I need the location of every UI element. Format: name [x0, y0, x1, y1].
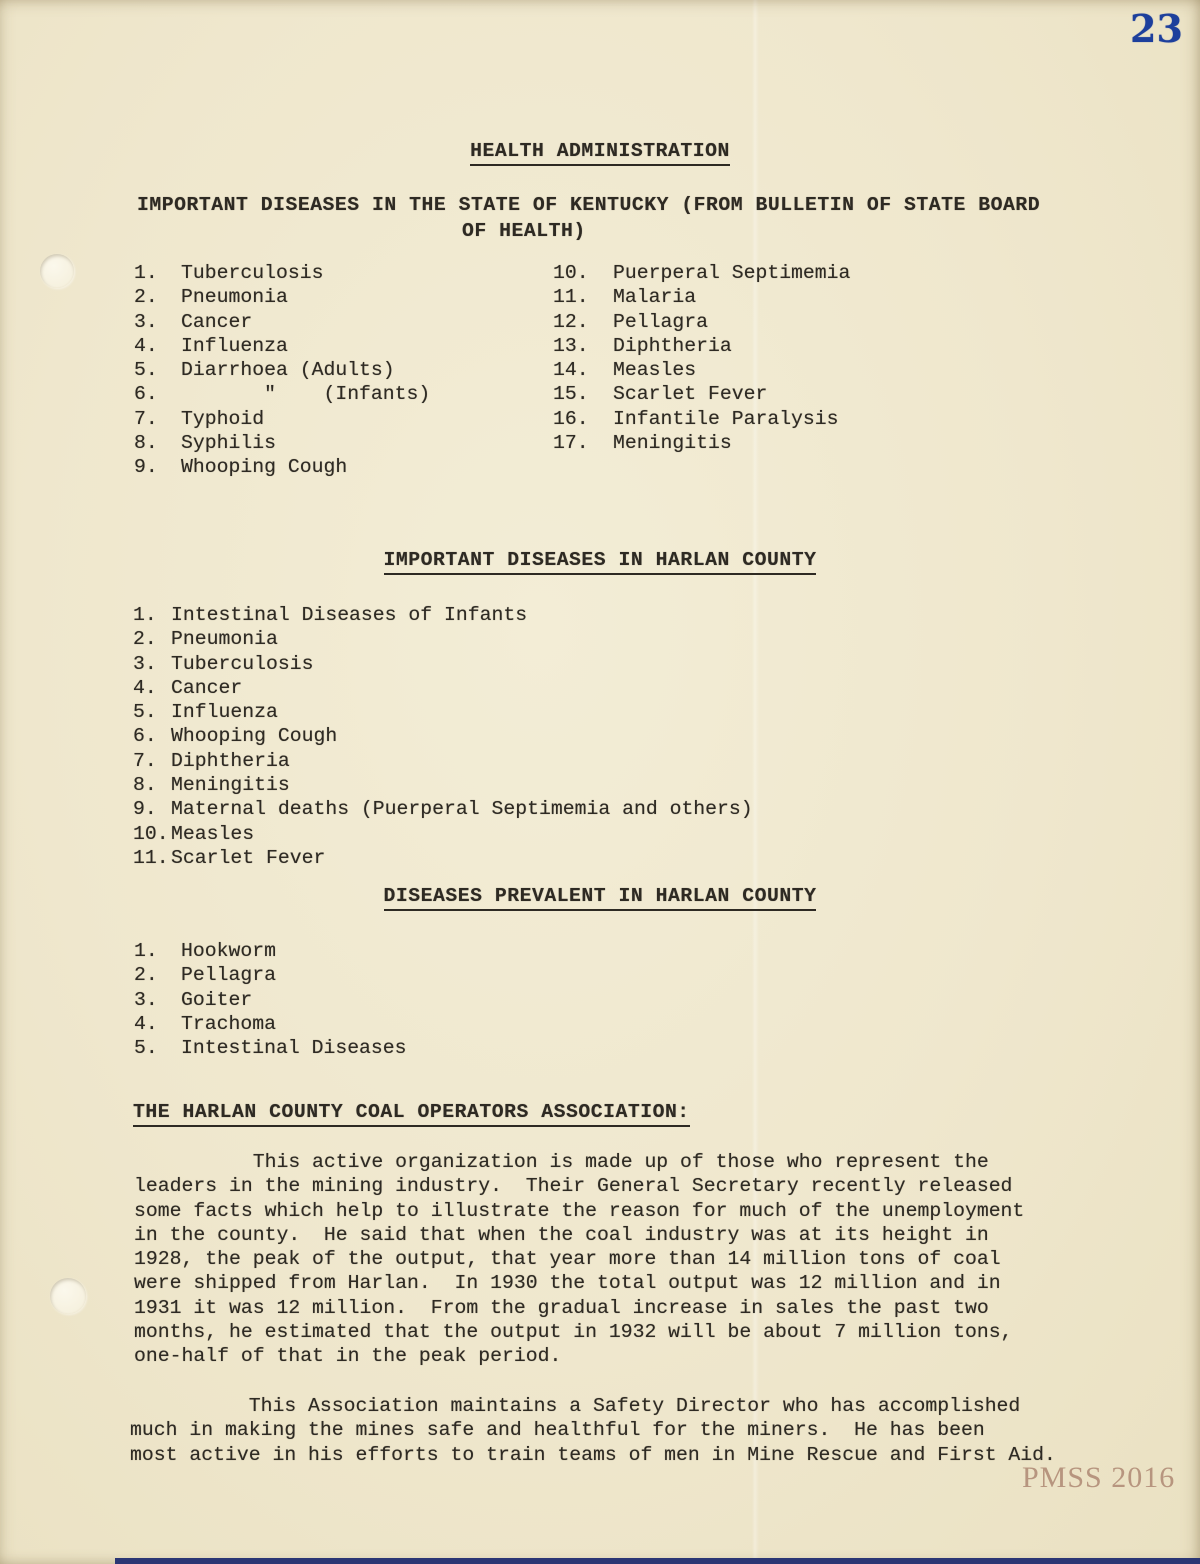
list-item	[134, 358, 430, 382]
list-item-label: Influenza	[171, 701, 278, 724]
list-item-label: Whooping Cough	[171, 725, 338, 748]
list-item	[133, 773, 753, 797]
list-item	[134, 455, 430, 479]
list-item-label: Pellagra	[613, 310, 708, 333]
list-item-number: 10.	[133, 822, 169, 845]
list-item-label: Puerperal Septimemia	[613, 262, 851, 284]
paragraph-line: most active in his efforts to train teams of men in Mine Rescue and First Aid.	[130, 1443, 1056, 1466]
list-item	[134, 334, 430, 358]
coal-association-heading-row	[133, 1100, 690, 1127]
list-item-number: 11.	[553, 286, 589, 309]
list-item-label: Tuberculosis	[171, 652, 314, 675]
list-item-number: 4.	[134, 1012, 158, 1035]
list-item-number: 13.	[553, 334, 589, 357]
state-diseases-list-right	[553, 261, 850, 455]
list-item	[134, 1012, 407, 1036]
list-item-label: Whooping Cough	[181, 456, 348, 479]
list-item-number: 10.	[553, 262, 589, 284]
state-diseases-list-left	[134, 261, 430, 480]
list-item-label: Diphtheria	[613, 334, 732, 357]
list-item-label: Intestinal Diseases	[181, 1037, 407, 1060]
list-item-number: 4.	[134, 334, 158, 357]
list-item-number: 6.	[134, 383, 158, 406]
paragraph-line: This active organization is made up of those who represent the	[134, 1151, 989, 1173]
list-item	[134, 261, 430, 285]
harlan-prevalent-list	[134, 939, 407, 1060]
list-item-label: Pellagra	[181, 964, 276, 987]
list-item-label: Diarrhoea (Adults)	[181, 359, 395, 382]
list-item	[553, 261, 850, 285]
list-item-number: 7.	[133, 749, 157, 772]
list-item-label: Pneumonia	[181, 286, 288, 309]
list-item	[134, 1036, 407, 1060]
list-item	[133, 676, 753, 700]
list-item-number: 5.	[134, 359, 158, 382]
list-item-number: 2.	[133, 628, 157, 651]
list-item	[133, 822, 753, 846]
list-item-number: 3.	[134, 988, 158, 1011]
hole-punch-bottom	[50, 1278, 86, 1314]
hole-punch-top	[40, 254, 74, 288]
list-item-label: Pneumonia	[171, 628, 278, 651]
paragraph-line: months, he estimated that the output in 1932 will be about 7 million tons,	[134, 1321, 1013, 1344]
paragraph-line: 1931 it was 12 million. From the gradual increase in sales the past two	[134, 1296, 989, 1319]
list-item-label: Measles	[171, 822, 255, 845]
list-item-label: Scarlet Fever	[613, 383, 768, 406]
page-number: 23	[1130, 6, 1183, 51]
paragraph-line: some facts which help to illustrate the reason for much of the unemployment	[134, 1199, 1025, 1222]
coal-association-paragraph-1	[134, 1150, 1024, 1369]
list-item	[553, 407, 850, 431]
list-item	[134, 407, 430, 431]
list-item	[553, 358, 850, 382]
list-item-number: 2.	[134, 964, 158, 987]
list-item-number: 17.	[553, 432, 589, 455]
list-item-label: " (Infants)	[181, 383, 431, 406]
list-item	[134, 382, 430, 406]
list-item	[133, 797, 753, 821]
list-item-label: Diphtheria	[171, 749, 290, 772]
list-item-number: 2.	[134, 286, 158, 309]
list-item	[553, 285, 850, 309]
subtitle-line-2: OF HEALTH)	[462, 220, 586, 242]
scan-edge-bar	[115, 1558, 1200, 1564]
list-item	[133, 603, 753, 627]
list-item-number: 1.	[134, 940, 158, 962]
list-item-number: 11.	[133, 846, 169, 869]
list-item-label: Meningitis	[171, 774, 290, 797]
list-item	[134, 939, 407, 963]
list-item	[133, 652, 753, 676]
list-item	[134, 431, 430, 455]
list-item	[133, 627, 753, 651]
list-item-number: 4.	[133, 676, 157, 699]
list-item-number: 12.	[553, 310, 589, 333]
list-item-label: Influenza	[181, 334, 288, 357]
coal-association-heading: THE HARLAN COUNTY COAL OPERATORS ASSOCIATION:	[133, 1100, 690, 1127]
list-item-number: 1.	[134, 262, 158, 284]
list-item-label: Trachoma	[181, 1012, 276, 1035]
list-item	[134, 310, 430, 334]
subtitle-line-1: IMPORTANT DISEASES IN THE STATE OF KENTUCKY (FROM BULLETIN OF STATE BOARD	[137, 194, 1041, 216]
list-item-number: 9.	[134, 456, 158, 479]
harlan-important-heading: IMPORTANT DISEASES IN HARLAN COUNTY	[384, 548, 817, 575]
list-item-label: Infantile Paralysis	[613, 407, 839, 430]
list-item-number: 1.	[133, 604, 157, 626]
list-item-label: Maternal deaths (Puerperal Septimemia and others)	[171, 798, 753, 821]
list-item-label: Measles	[613, 359, 697, 382]
list-item	[133, 700, 753, 724]
list-item-label: Malaria	[613, 286, 697, 309]
harlan-prevalent-heading: DISEASES PREVALENT IN HARLAN COUNTY	[384, 884, 817, 911]
document-title: HEALTH ADMINISTRATION	[470, 139, 730, 166]
harlan-important-list	[133, 603, 753, 870]
list-item-label: Tuberculosis	[181, 262, 324, 284]
list-item-number: 5.	[134, 1037, 158, 1060]
list-item-number: 8.	[134, 432, 158, 455]
list-item	[133, 724, 753, 748]
list-item-label: Cancer	[171, 676, 243, 699]
list-item-label: Goiter	[181, 988, 253, 1011]
list-item	[553, 310, 850, 334]
paragraph-line: 1928, the peak of the output, that year more than 14 million tons of coal	[134, 1248, 1001, 1271]
list-item	[133, 846, 753, 870]
list-item-number: 3.	[134, 310, 158, 333]
list-item-label: Intestinal Diseases of Infants	[171, 604, 528, 626]
list-item-number: 8.	[133, 774, 157, 797]
list-item-number: 6.	[133, 725, 157, 748]
list-item	[553, 431, 850, 455]
archive-watermark: PMSS 2016	[1022, 1461, 1176, 1494]
paragraph-line: leaders in the mining industry. Their General Secretary recently released	[134, 1175, 1013, 1198]
list-item-number: 3.	[133, 652, 157, 675]
list-item	[134, 988, 407, 1012]
list-item-label: Typhoid	[181, 407, 265, 430]
list-item	[134, 963, 407, 987]
harlan-important-heading-row	[0, 548, 1200, 575]
list-item-label: Hookworm	[181, 940, 276, 962]
list-item-label: Scarlet Fever	[171, 846, 326, 869]
list-item	[553, 334, 850, 358]
list-item	[134, 285, 430, 309]
coal-association-paragraph-2	[130, 1394, 1056, 1467]
list-item	[133, 749, 753, 773]
list-item-number: 5.	[133, 701, 157, 724]
harlan-prevalent-heading-row	[0, 884, 1200, 911]
list-item-label: Syphilis	[181, 432, 276, 455]
list-item-number: 16.	[553, 407, 589, 430]
list-item-label: Meningitis	[613, 432, 732, 455]
list-item-number: 9.	[133, 798, 157, 821]
paragraph-line: one-half of that in the peak period.	[134, 1345, 562, 1368]
paragraph-line: were shipped from Harlan. In 1930 the total output was 12 million and in	[134, 1272, 1001, 1295]
list-item-number: 7.	[134, 407, 158, 430]
paragraph-line: in the county. He said that when the coal industry was at its height in	[134, 1223, 989, 1246]
list-item-label: Cancer	[181, 310, 253, 333]
paragraph-line: This Association maintains a Safety Director who has accomplished	[130, 1395, 1021, 1417]
list-item-number: 14.	[553, 359, 589, 382]
list-item	[553, 382, 850, 406]
list-item-number: 15.	[553, 383, 589, 406]
paragraph-line: much in making the mines safe and healthful for the miners. He has been	[130, 1419, 985, 1442]
title-row	[0, 139, 1200, 166]
